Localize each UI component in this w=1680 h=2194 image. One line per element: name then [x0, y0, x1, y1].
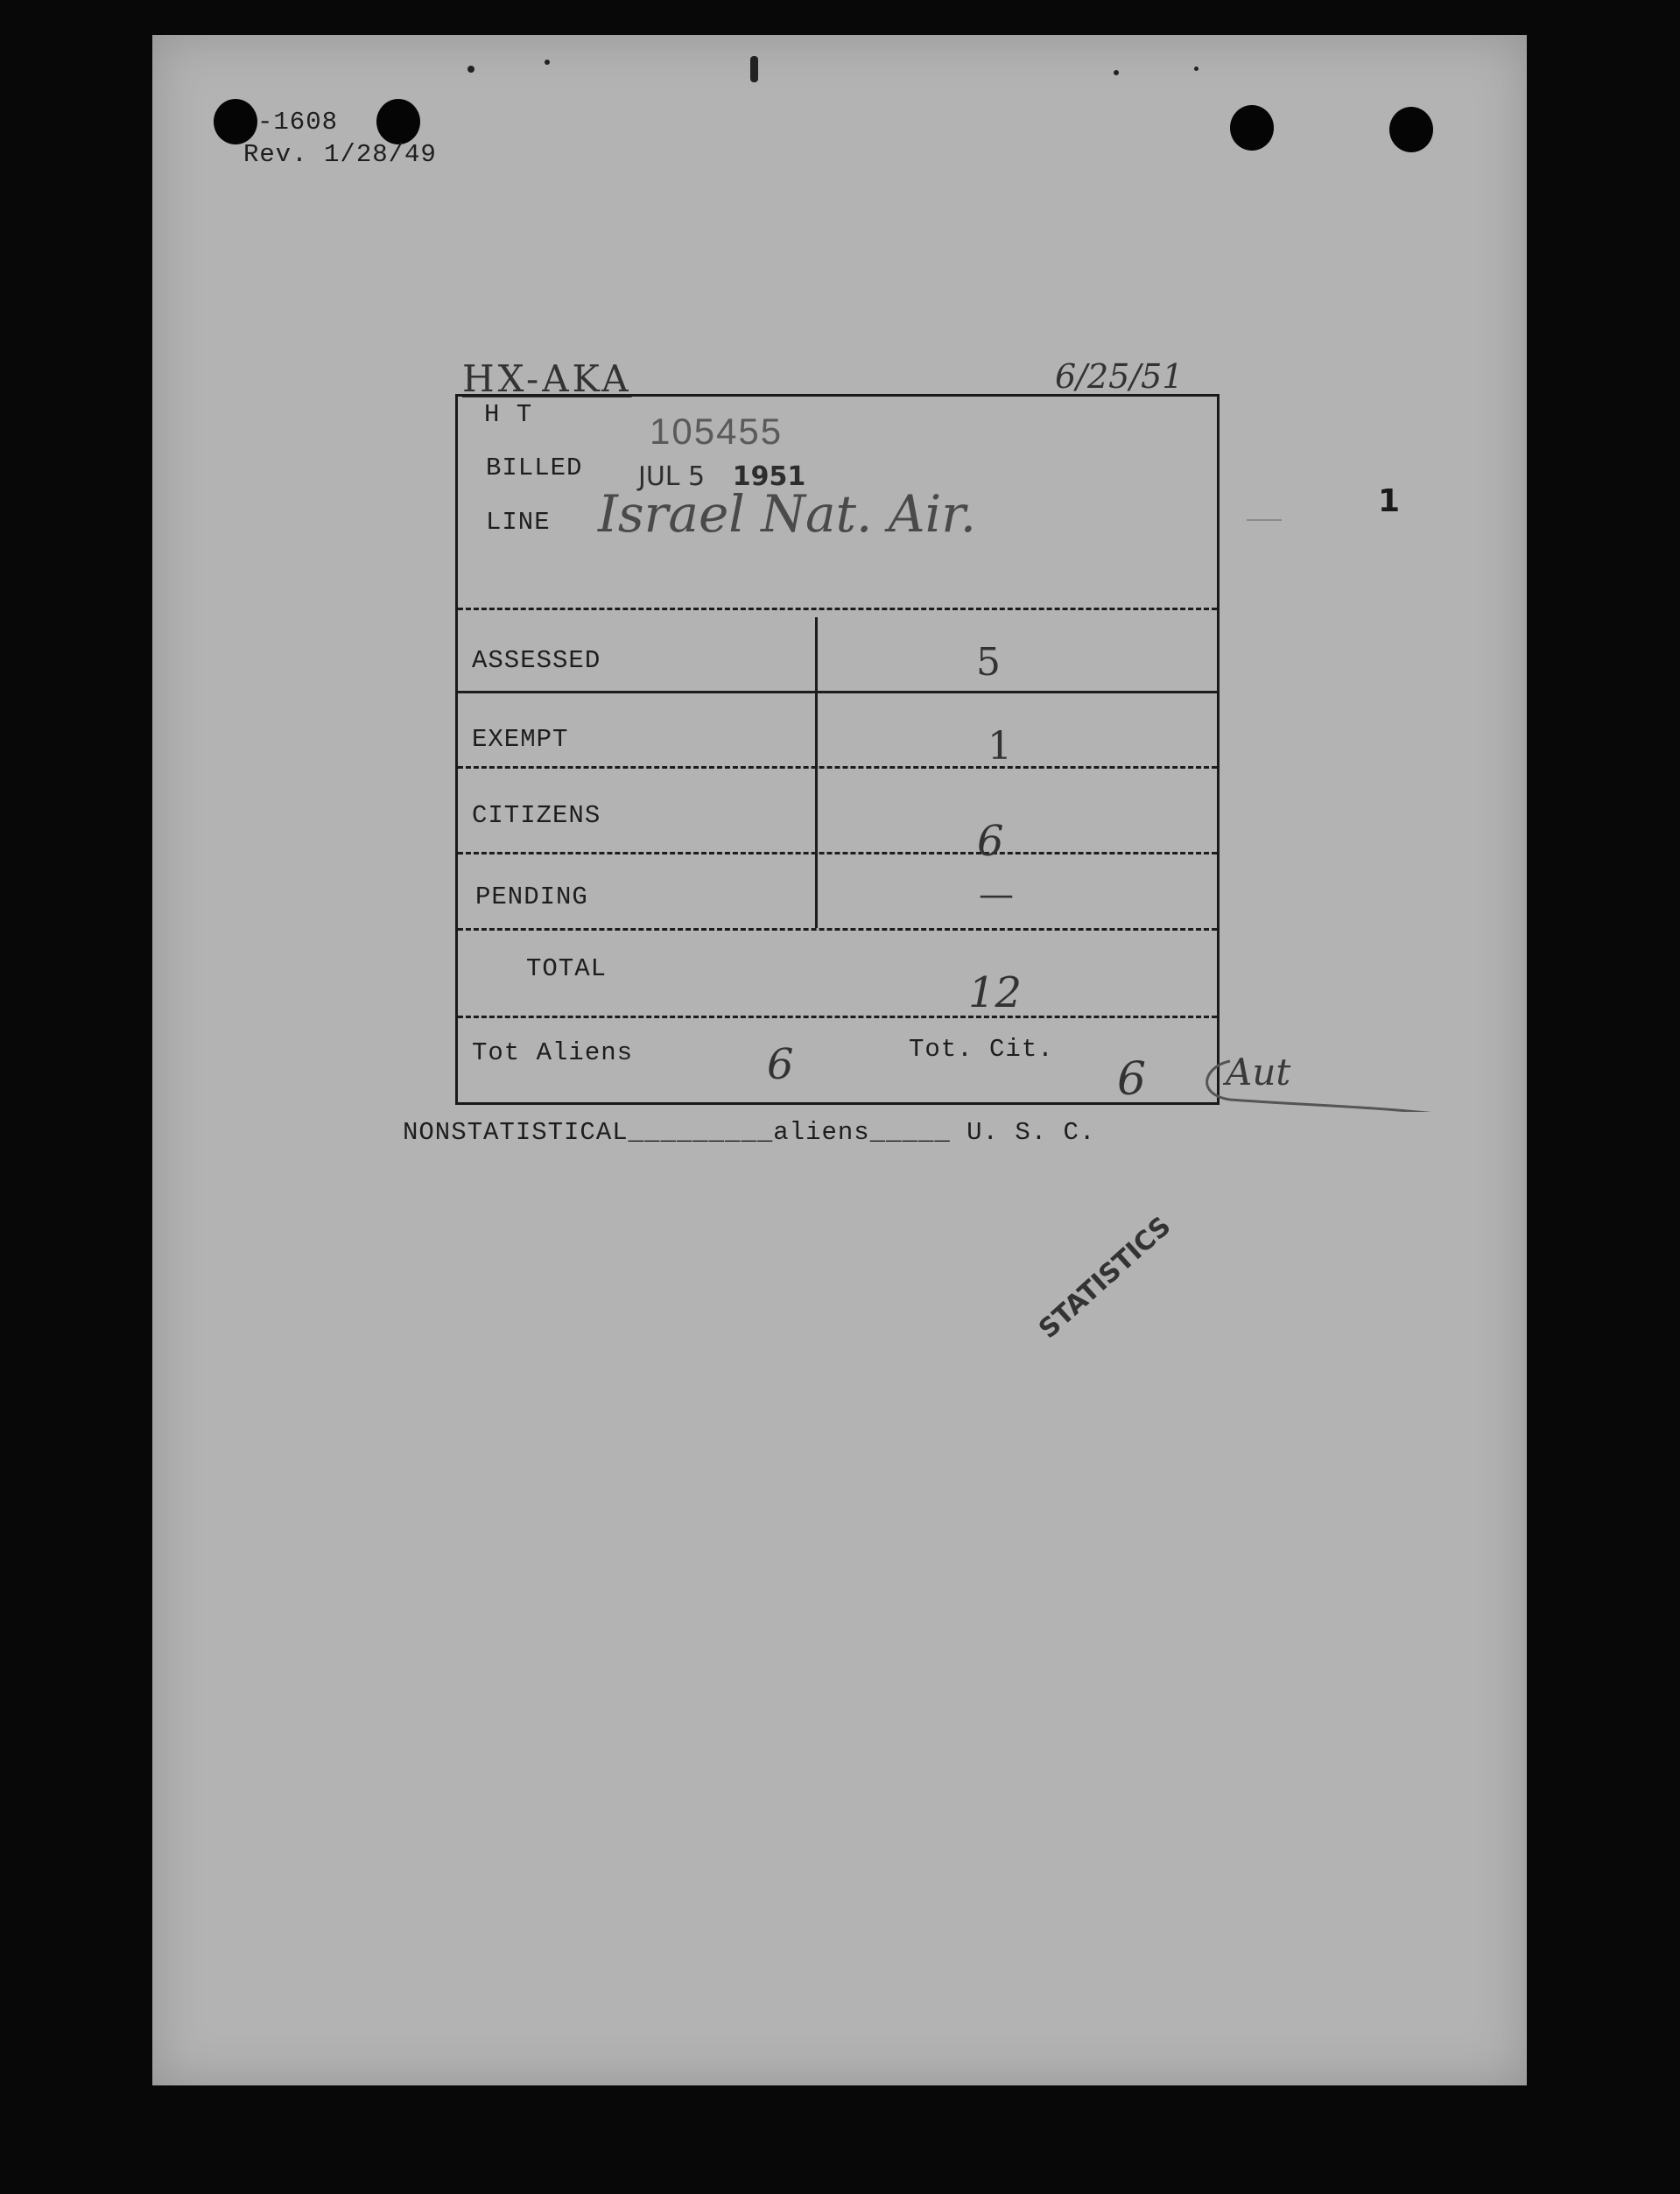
exempt-value: 1: [988, 724, 1012, 769]
line-value: Israel Nat. Air.: [598, 484, 977, 544]
statistics-stamp: STATISTICS: [1033, 1211, 1177, 1346]
tot-aliens-label: Tot Aliens: [472, 1038, 634, 1067]
nonstatistical-label: NONSTATISTICAL: [403, 1118, 629, 1147]
punch-hole: [376, 99, 420, 144]
handwritten-code: HX-AKA: [462, 357, 632, 400]
ht-label: H T: [484, 400, 533, 429]
row-divider: [458, 691, 1217, 693]
row-divider: [458, 928, 1217, 931]
citizens-label: CITIZENS: [472, 801, 601, 830]
assessed-label: ASSESSED: [472, 646, 601, 675]
ht-number: 105455: [650, 411, 784, 452]
total-label: TOTAL: [526, 954, 608, 983]
row-divider: [458, 852, 1217, 854]
tot-cit-value: 6: [1117, 1053, 1147, 1106]
paper-speck: [750, 56, 758, 82]
column-divider: [815, 617, 818, 928]
citizens-value: 6: [977, 817, 1004, 866]
row-divider: [458, 766, 1217, 769]
line-label: LINE: [486, 508, 551, 537]
form-revision: Rev. 1/28/49: [243, 140, 437, 169]
tot-cit-label: Tot. Cit.: [909, 1035, 1054, 1064]
exempt-label: EXEMPT: [472, 725, 569, 754]
assessed-value: 5: [976, 640, 1001, 685]
page-number: 1: [1378, 483, 1401, 519]
punch-hole: [214, 99, 257, 144]
footer-line: [403, 1118, 1095, 1147]
billed-date-year: 1951: [732, 461, 806, 492]
handwritten-date: 6/25/51: [1055, 357, 1184, 396]
tot-aliens-value: 6: [767, 1040, 794, 1089]
punch-hole: [1230, 105, 1274, 151]
aliens-label: aliens: [773, 1118, 870, 1147]
pending-value: —: [979, 875, 1014, 915]
form-number: -1608: [257, 108, 339, 137]
aliens-blank: _____: [869, 1118, 951, 1147]
statistics-box: [455, 394, 1220, 1105]
billed-label: BILLED: [486, 454, 583, 482]
total-value: 12: [968, 968, 1023, 1017]
margin-mark: [1247, 519, 1282, 521]
row-divider: [458, 1016, 1217, 1018]
billed-date-month-day: JUL 5: [638, 461, 706, 492]
paper-speck: [1114, 70, 1119, 75]
paper-speck: [1194, 67, 1198, 71]
paper-speck: [545, 60, 550, 65]
pending-label: PENDING: [475, 883, 588, 911]
row-divider: [458, 608, 1217, 610]
usc-label: U. S. C.: [967, 1118, 1096, 1147]
nonstatistical-blank: _________: [628, 1118, 774, 1147]
punch-hole: [1389, 107, 1433, 152]
initials-underline: [1195, 1051, 1458, 1112]
handwritten-initials: Aut: [1226, 1051, 1291, 1093]
paper-speck: [467, 66, 474, 73]
